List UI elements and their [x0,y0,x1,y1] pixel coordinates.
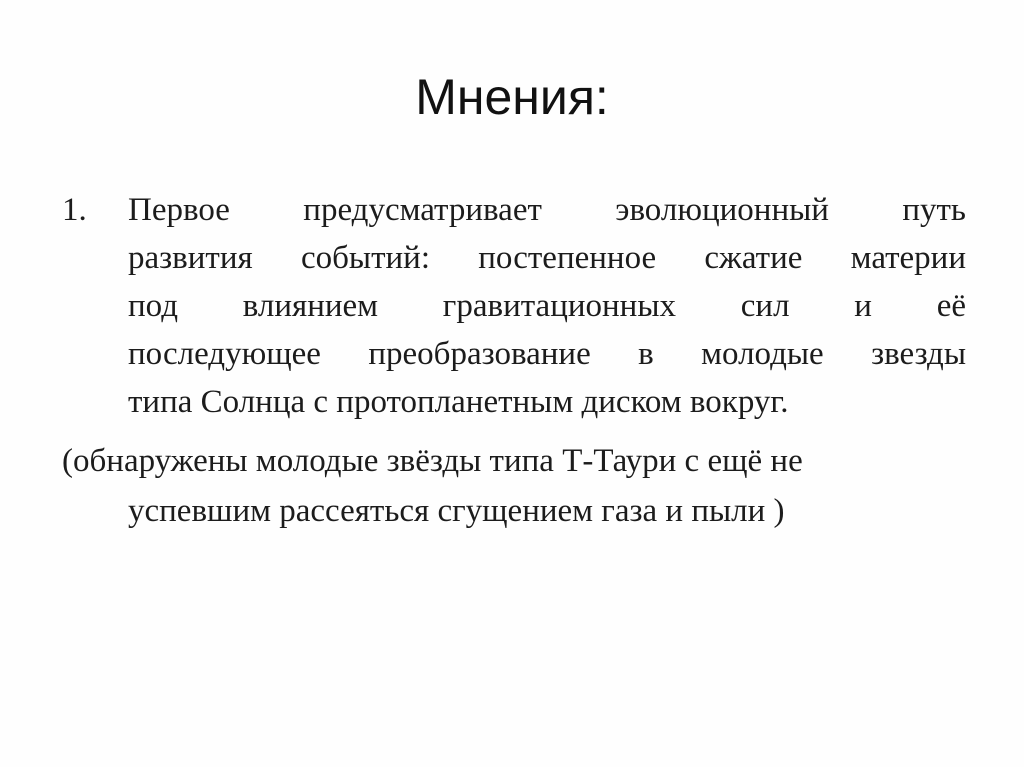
list-line-4: последующее преобразование в молодые звезды [128,336,966,372]
note-line-1: (обнаружены молодые звёзды типа Т-Таури с ещё не [62,443,803,479]
note-paragraph [62,436,968,536]
list-line-3: под влиянием гравитационных сил и её [128,288,966,324]
list-number: 1. [62,192,87,228]
note-line-2: успевшим рассеяться сгущением газа и пыли ) [128,493,785,529]
list-line-1: Первое предусматривает эволюционный путь [128,192,966,228]
list-item-text [128,186,966,426]
slide-title: Мнения: [415,69,609,125]
list-line-2: развития событий: постепенное сжатие материи [128,240,966,276]
list-line-5: типа Солнца с протопланетным диском вокруг. [128,384,789,420]
